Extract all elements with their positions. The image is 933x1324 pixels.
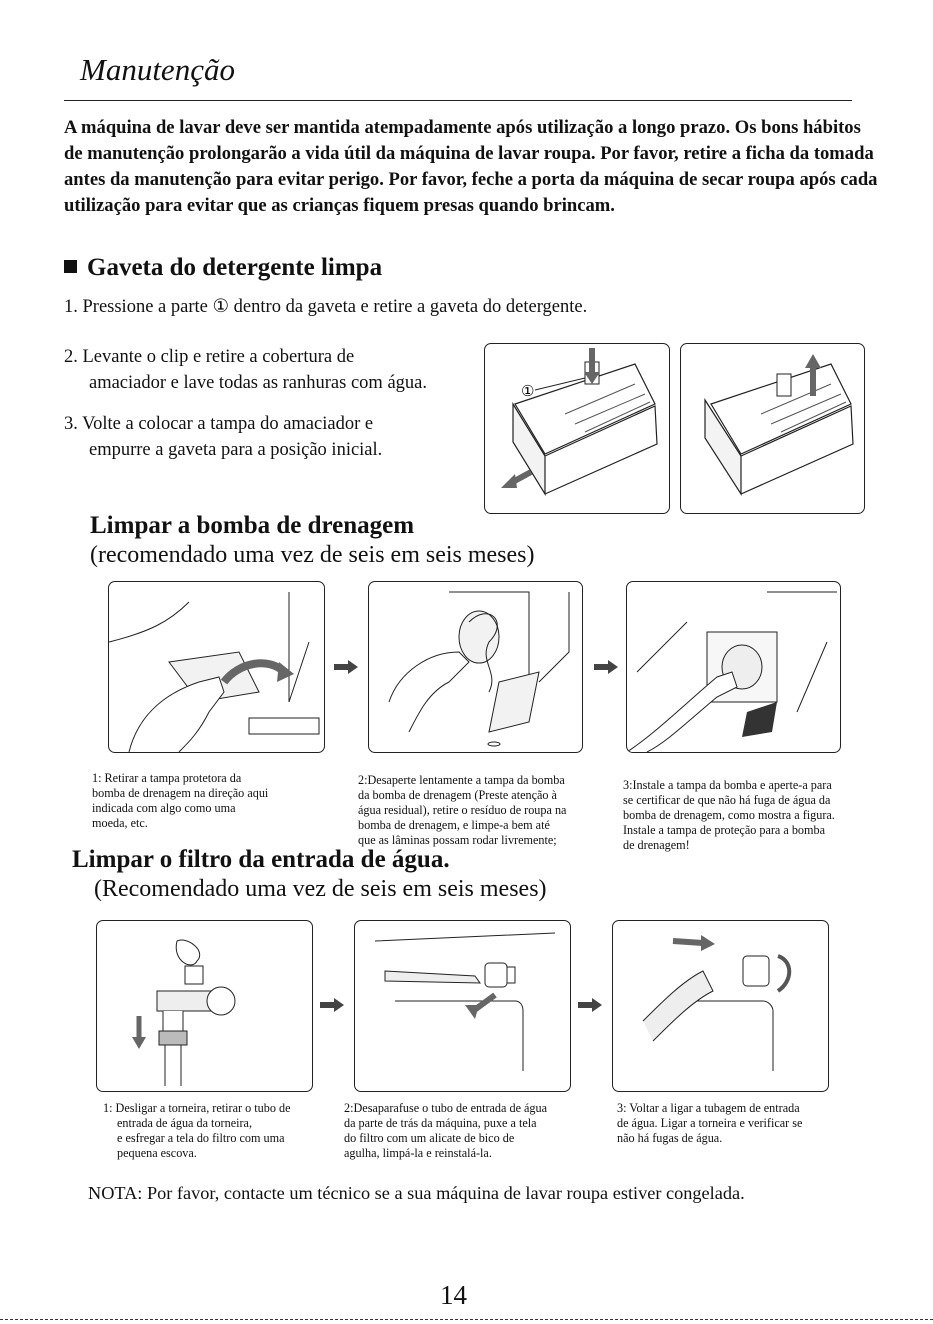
bullet-square-icon	[64, 260, 77, 273]
pump-caption-1: 1: Retirar a tampa protetora da bomba de drenagem na direção aqui indicada com algo como uma moeda, etc.	[92, 771, 269, 830]
detergent-step-3: 3. Volte a colocar a tampa do amaciador e empurre a gaveta para a posição inicial.	[64, 414, 383, 460]
section-heading-detergent: Gaveta do detergente limpa	[64, 254, 382, 282]
page-bottom-dashed-rule	[0, 1319, 933, 1320]
pump-illustration-1	[108, 581, 325, 753]
filter-caption-1: 1: Desligar a torneira, retirar o tubo de entrada de água da torneira, e esfregar a tela do filtro com uma pequena escova.	[103, 1101, 291, 1160]
pump-caption-2: 2:Desaperte lentamente a tampa da bomba da bomba de drenagem (Preste atenção à água residual), retire o resíduo de roupa na bomba de drenagem, e limpe-a bem até que as lâminas possam rodar livremente;	[358, 773, 567, 847]
filter-caption-2: 2:Desaparafuse o tubo de entrada de água da parte de trás da máquina, puxe a tela do filtro com um alicate de bico de agulha, limpá-la e reinstalá-la.	[344, 1101, 548, 1160]
page-number: 14	[440, 1280, 467, 1310]
page-title: Manutenção	[80, 52, 235, 87]
detergent-step-2: 2. Levante o clip e retire a cobertura de amaciador e lave todas as ranhuras com água.	[64, 347, 427, 393]
filter-illustration-3	[612, 920, 829, 1092]
drawer-illustration-lift-clip	[680, 343, 865, 514]
pump-caption-3: 3:Instale a tampa da bomba e aperte-a para se certificar de que não há fuga de água da bomba de drenagem, como mostra a figura. Instale a tampa de proteção para a bomba de drenagem!	[623, 778, 835, 852]
section-subheading-filter: (Recomendado uma vez de seis em seis meses)	[94, 876, 547, 902]
detergent-step-1: 1. Pressione a parte ① dentro da gaveta e retire a gaveta do detergente.	[64, 297, 588, 317]
section-subheading-pump: (recomendado uma vez de seis em seis meses)	[90, 542, 535, 568]
drawer-illustration-remove	[484, 343, 670, 514]
section-heading-filter: Limpar o filtro da entrada de água.	[72, 846, 450, 873]
filter-illustration-1	[96, 920, 313, 1092]
filter-illustration-2	[354, 920, 571, 1092]
title-rule	[64, 100, 852, 101]
note: NOTA: Por favor, contacte um técnico se a sua máquina de lavar roupa estiver congelada.	[88, 1183, 745, 1203]
section-heading-pump: Limpar a bomba de drenagem	[90, 512, 415, 539]
filter-caption-3: 3: Voltar a ligar a tubagem de entrada de água. Ligar a torneira e verificar se não há fugas de água.	[617, 1101, 803, 1145]
callout-label: ①	[521, 384, 535, 400]
intro-paragraph: A máquina de lavar deve ser mantida atempadamente após utilização a longo prazo. Os bons hábitos de manutenção prolongarão a vida útil da máquina de lavar roupa. Por favor, retire a ficha da tomada antes da manutenção para evitar perigo. Por favor, feche a porta da máquina de secar roupa após cada utilização para evitar que as crianças fiquem presas quando brincam.	[64, 117, 878, 216]
pump-illustration-3	[626, 581, 841, 753]
pump-illustration-2	[368, 581, 583, 753]
